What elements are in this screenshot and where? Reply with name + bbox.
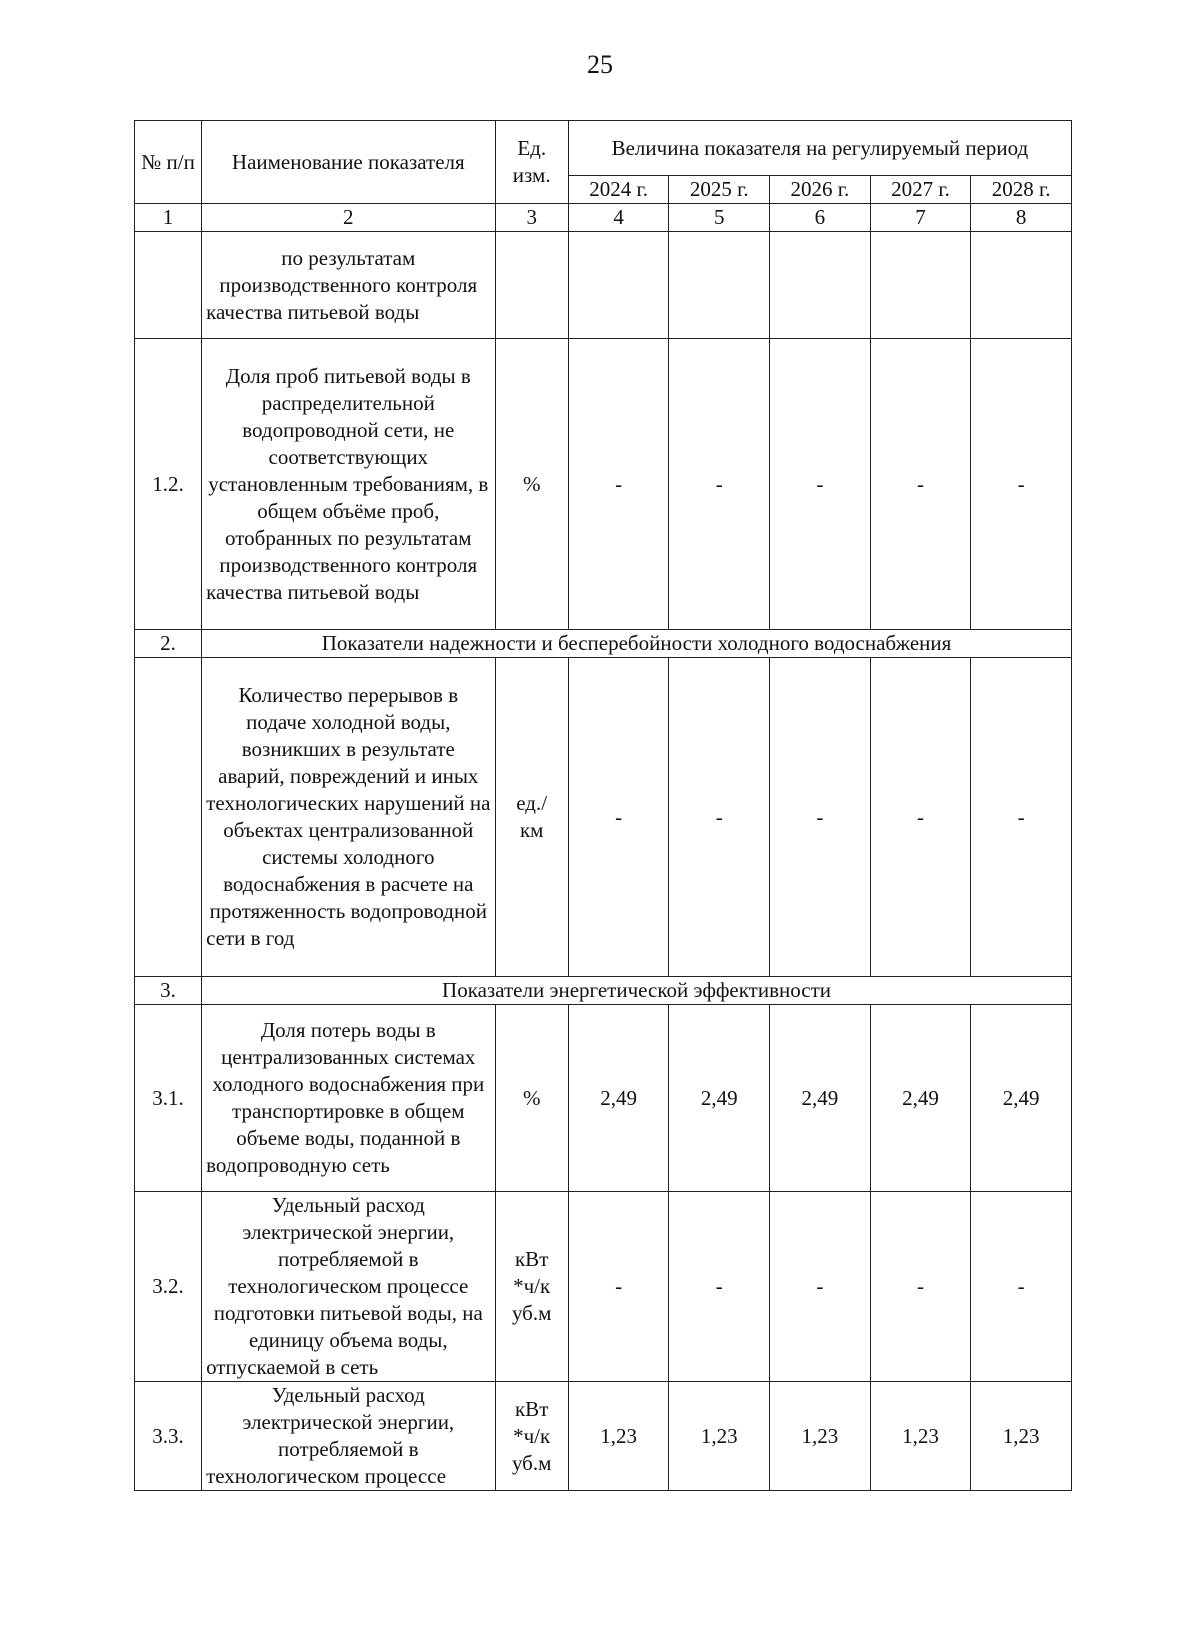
page-number: 25 [587, 50, 613, 79]
row-number: 3.2. [135, 1192, 202, 1382]
value-2028: - [971, 1192, 1072, 1382]
section-row [135, 630, 1072, 658]
value-2024: - [568, 1192, 669, 1382]
value-2028: 1,23 [971, 1382, 1072, 1491]
value-2025: - [669, 1192, 770, 1382]
value-2028: - [971, 658, 1072, 977]
value-2026: - [770, 658, 871, 977]
colnum-3: 3 [495, 204, 568, 232]
indicator-unit [495, 1382, 568, 1491]
row-number: 3.1. [135, 1005, 202, 1192]
colnum-2: 2 [202, 204, 495, 232]
indicator-unit: % [495, 1005, 568, 1192]
value-2028 [971, 232, 1072, 339]
section-title: Показатели надежности и бесперебойности холодного водоснабжения [202, 630, 1072, 658]
table-row [135, 339, 1072, 630]
colnum-6: 6 [770, 204, 871, 232]
indicator-unit [495, 1192, 568, 1382]
column-numbers-row [135, 204, 1072, 232]
colnum-4: 4 [568, 204, 669, 232]
indicators-table [134, 120, 1072, 1491]
value-2026: - [770, 1192, 871, 1382]
colnum-7: 7 [870, 204, 971, 232]
table-row [135, 658, 1072, 977]
unit-text: кВт*ч/куб.м [511, 1247, 552, 1325]
row-number: 1.2. [135, 339, 202, 630]
value-2024: - [568, 339, 669, 630]
value-2025 [669, 232, 770, 339]
value-2024: 1,23 [568, 1382, 669, 1491]
header-row [135, 121, 1072, 176]
colnum-1: 1 [135, 204, 202, 232]
indicator-name: Количество перерывов в подаче холодной воды, возникших в результате аварий, повреждений и иных технологических нарушений на объектах централизованной системы холодного водоснабжения в расчете на протяженность водопроводной сети в год [202, 658, 495, 977]
row-number [135, 232, 202, 339]
year-2025: 2025 г. [669, 176, 770, 204]
indicator-name: по результатам производственного контроля качества питьевой воды [202, 232, 495, 339]
section-number: 2. [135, 630, 202, 658]
value-2026: 2,49 [770, 1005, 871, 1192]
value-2027: - [870, 658, 971, 977]
year-2026: 2026 г. [770, 176, 871, 204]
value-2025: - [669, 339, 770, 630]
value-2027: 1,23 [870, 1382, 971, 1491]
value-2024: - [568, 658, 669, 977]
indicator-unit [495, 658, 568, 977]
year-2027: 2027 г. [870, 176, 971, 204]
indicator-unit [495, 232, 568, 339]
value-2028: 2,49 [971, 1005, 1072, 1192]
table-row [135, 1382, 1072, 1491]
indicator-name: Доля потерь воды в централизованных системах холодного водоснабжения при транспортировке в общем объеме воды, поданной в водопроводную сеть [202, 1005, 495, 1192]
value-2024: 2,49 [568, 1005, 669, 1192]
colnum-8: 8 [971, 204, 1072, 232]
row-number: 3.3. [135, 1382, 202, 1491]
section-row [135, 977, 1072, 1005]
value-2027: 2,49 [870, 1005, 971, 1192]
value-2028: - [971, 339, 1072, 630]
value-2026: 1,23 [770, 1382, 871, 1491]
value-2026 [770, 232, 871, 339]
table-row [135, 1005, 1072, 1192]
header-num: № п/п [135, 121, 202, 204]
indicator-name: Удельный расход электрической энергии, потребляемой в технологическом процессе [202, 1382, 495, 1491]
indicator-name: Доля проб питьевой воды в распределительной водопроводной сети, не соответствующих установленным требованиям, в общем объёме проб, отобранных по результатам производственного контроля качества питьевой воды [202, 339, 495, 630]
value-2027: - [870, 339, 971, 630]
value-2027 [870, 232, 971, 339]
value-2025: 2,49 [669, 1005, 770, 1192]
value-2025: - [669, 658, 770, 977]
value-2025: 1,23 [669, 1382, 770, 1491]
header-period: Величина показателя на регулируемый период [568, 121, 1071, 176]
header-name: Наименование показателя [202, 121, 495, 204]
table-row [135, 1192, 1072, 1382]
section-number: 3. [135, 977, 202, 1005]
row-number [135, 658, 202, 977]
table-row [135, 232, 1072, 339]
unit-text: кВт*ч/куб.м [511, 1396, 552, 1475]
value-2026: - [770, 339, 871, 630]
colnum-5: 5 [669, 204, 770, 232]
section-title: Показатели энергетической эффективности [202, 977, 1072, 1005]
value-2027: - [870, 1192, 971, 1382]
indicator-name: Удельный расход электрической энергии, потребляемой в технологическом процессе подготовки питьевой воды, на единицу объема воды, отпускаемой в сеть [202, 1192, 495, 1382]
indicator-unit: % [495, 339, 568, 630]
year-2028: 2028 г. [971, 176, 1072, 204]
year-2024: 2024 г. [568, 176, 669, 204]
header-unit: Ед. изм. [495, 121, 568, 204]
value-2024 [568, 232, 669, 339]
unit-text: ед./км [516, 791, 548, 842]
